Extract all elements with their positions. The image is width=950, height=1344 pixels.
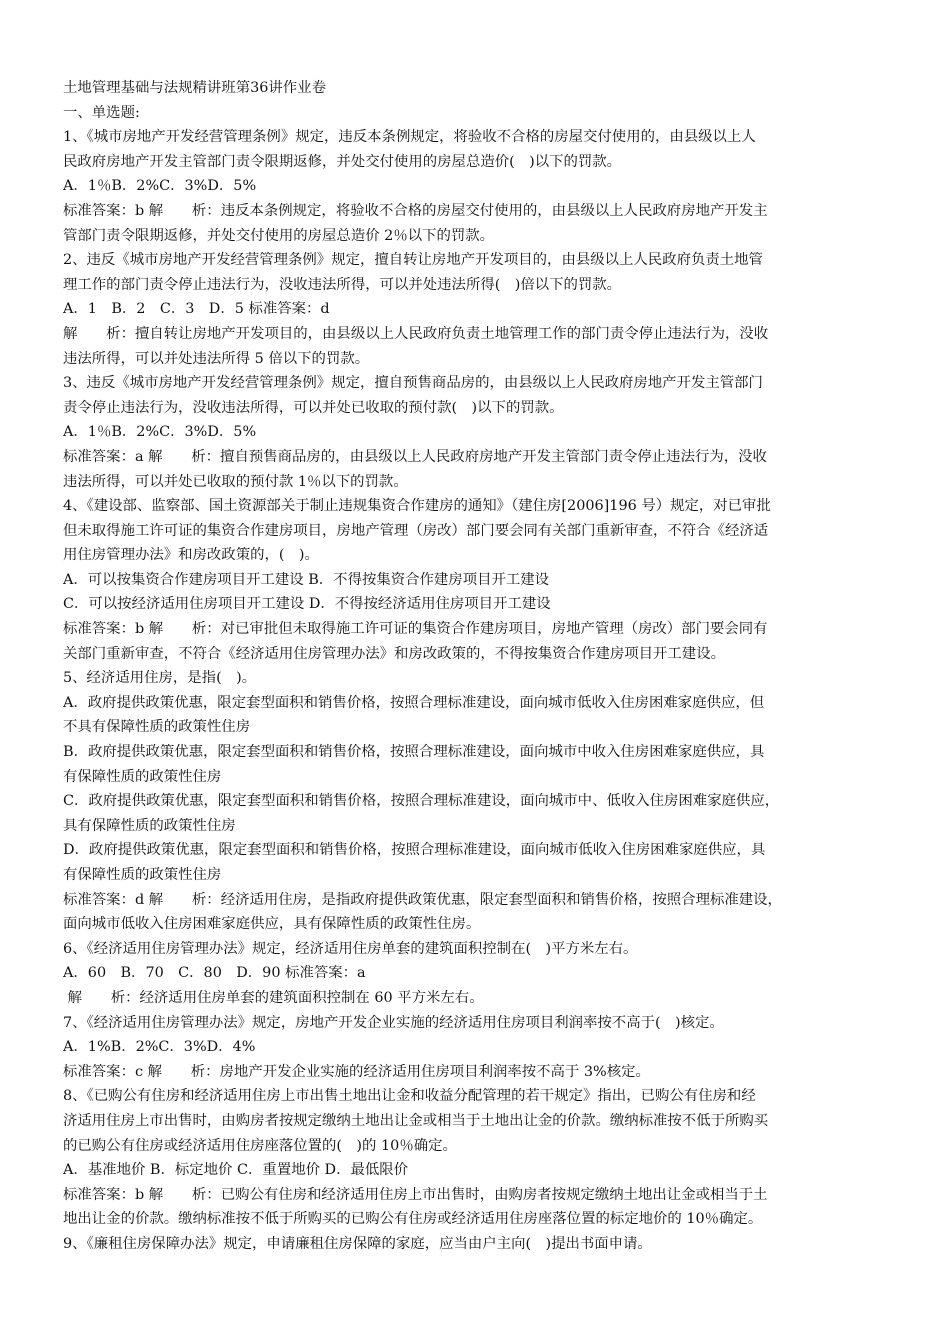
text-line: 地出让金的价款。缴纳标准按不低于所购买的已购公有住房或经济适用住房座落位置的标定地价的 10％确定。 [63,1211,763,1228]
text-line: 2、违反《城市房地产开发经营管理条例》规定，擅自转让房地产开发项目的，由县级以上人民政府负责土地管 [63,252,763,269]
text-line: A．1％B．2%C．3%D．5% [63,178,257,195]
text-line: A．政府提供政策优惠，限定套型面积和销售价格，按照合理标准建设，面向城市低收入住房困难家庭供应，但 [63,694,765,711]
text-line: 的已购公有住房或经济适用住房座落位置的( )的 10％确定。 [63,1137,457,1154]
text-line: A．1 B．2 C．3 D．5 标准答案：d [63,301,330,318]
text-line: C．政府提供政策优惠，限定套型面积和销售价格，按照合理标准建设，面向城市中、低收入住房困难家庭供应， [63,793,780,810]
text-line: 管部门责令限期返修，并处交付使用的房屋总造价 2％以下的罚款。 [63,227,495,244]
text-line: 4、《建设部、监察部、国土资源部关于制止违规集资合作建房的通知》（建住房[2006]196 号）规定，对已审批 [63,498,771,515]
text-line: 3、违反《城市房地产开发经营管理条例》规定，擅自预售商品房的，由县级以上人民政府房地产开发主管部门 [63,375,763,392]
text-line: 解 析：经济适用住房单套的建筑面积控制在 60 平方米左右。 [63,989,484,1006]
text-line: 标准答案：b 解 析：对已审批但未取得施工许可证的集资合作建房项目，房地产管理（房改）部门要会同有 [63,621,768,638]
text-line: 有保障性质的政策性住房 [63,768,222,785]
text-line: 7、《经济适用住房管理办法》规定，房地产开发企业实施的经济适用住房项目利润率按不高于( )核定。 [63,1014,724,1031]
text-line: 面向城市低收入住房困难家庭供应，具有保障性质的政策性住房。 [63,916,481,933]
text-line: 不具有保障性质的政策性住房 [63,719,251,736]
document-body [63,101,893,1257]
text-line: 责令停止违法行为，没收违法所得，可以并处已收取的预付款( )以下的罚款。 [63,399,564,416]
text-line: D．政府提供政策优惠，限定套型面积和销售价格，按照合理标准建设，面向城市低收入住房困难家庭供应，具 [63,842,766,859]
text-line: 济适用住房上市出售时，由购房者按规定缴纳土地出让金或相当于土地出让金的价款。缴纳标准按不低于所购买 [63,1112,769,1129]
text-line: 8、《已购公有住房和经济适用住房上市出售土地出让金和收益分配管理的若干规定》指出，已购公有住房和经 [63,1088,756,1105]
text-line: 解 析：擅自转让房地产开发项目的，由县级以上人民政府负责土地管理工作的部门责令停止违法行为，没收 [63,325,769,342]
text-line: 理工作的部门责令停止违法行为，没收违法所得，可以并处违法所得( )倍以下的罚款。 [63,276,622,293]
text-line: B．政府提供政策优惠，限定套型面积和销售价格，按照合理标准建设，面向城市中收入住房困难家庭供应，具 [63,744,765,761]
text-line: 6、《经济适用住房管理办法》规定，经济适用住房单套的建筑面积控制在( )平方米左右。 [63,940,638,957]
text-line: A．基准地价 B．标定地价 C．重置地价 D．最低限价 [63,1162,409,1179]
text-line: A．1%B．2%C．3%D．4% [63,1039,256,1056]
text-line: 用住房管理办法》和房改政策的，( )。 [63,547,319,564]
text-line: 9、《廉租住房保障办法》规定，申请廉租住房保障的家庭，应当由户主向( )提出书面申请。 [63,1235,652,1252]
text-line: 标准答案：c 解 析：房地产开发企业实施的经济适用住房项目利润率按不高于 3%核定。 [63,1063,650,1080]
text-line: A．1％B．2%C．3%D．5% [63,424,257,441]
text-line: 违法所得，可以并处违法所得 5 倍以下的罚款。 [63,350,370,367]
text-line: 5、经济适用住房，是指( )。 [63,670,257,687]
text-line: 违法所得，可以并处已收取的预付款 1％以下的罚款。 [63,473,408,490]
text-line: A．60 B．70 C．80 D．90 标准答案：a [63,965,366,982]
text-line: A．可以按集资合作建房项目开工建设 B．不得按集资合作建房项目开工建设 [63,571,550,588]
text-line: 一、单选题: [63,104,140,121]
text-line: C．可以按经济适用住房项目开工建设 D．不得按经济适用住房项目开工建设 [63,596,551,613]
text-line: 有保障性质的政策性住房 [63,867,222,883]
text-line: 标准答案：d 解 析：经济适用住房，是指政府提供政策优惠，限定套型面积和销售价格，按照合理标准建设， [63,891,782,908]
text-line: 关部门重新审查，不符合《经济适用住房管理办法》和房改政策的，不得按集资合作建房项目开工建设。 [63,645,725,662]
document-title: 土地管理基础与法规精讲班第36讲作业卷 [63,80,326,96]
text-line: 具有保障性质的政策性住房 [63,817,236,834]
text-line: 标准答案：b 解 析：已购公有住房和经济适用住房上市出售时，由购房者按规定缴纳土地出让金或相当于土 [63,1186,768,1203]
document-page [63,76,893,1257]
text-line: 标准答案：b 解 析：违反本条例规定，将验收不合格的房屋交付使用的，由县级以上人民政府房地产开发主 [63,202,768,219]
text-line: 民政府房地产开发主管部门责令限期返修，并处交付使用的房屋总造价( )以下的罚款。 [63,153,622,170]
text-line: 标准答案：a 解 析：擅自预售商品房的，由县级以上人民政府房地产开发主管部门责令停止违法行为，没收 [63,448,767,465]
text-line: 但未取得施工许可证的集资合作建房项目，房地产管理（房改）部门要会同有关部门重新审查，不符合《经济适 [63,522,769,539]
text-line: 1、《城市房地产开发经营管理条例》规定，违反本条例规定，将验收不合格的房屋交付使用的，由县级以上人 [63,129,756,146]
